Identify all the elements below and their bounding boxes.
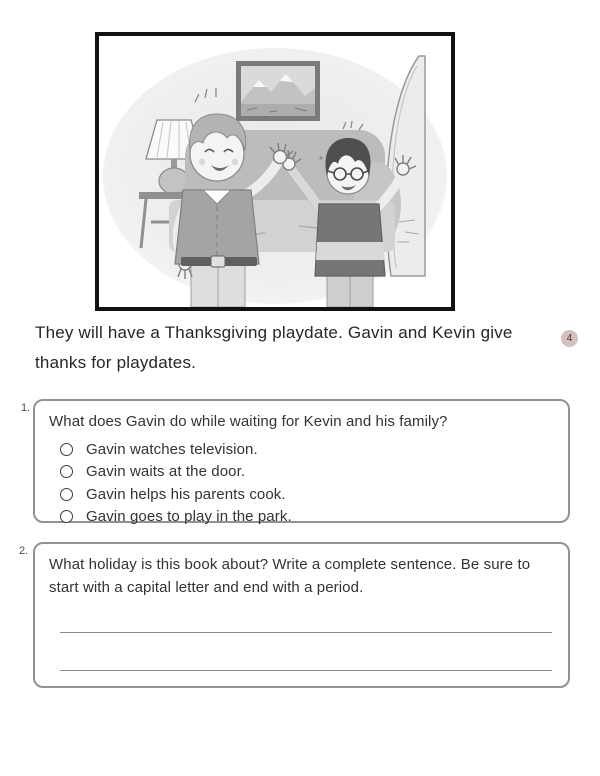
question-1-prompt: What does Gavin do while waiting for Kevin and his family?	[49, 413, 448, 430]
illustration-frame	[95, 32, 455, 311]
question-1-options	[60, 438, 554, 528]
option-1-label: Gavin watches television.	[86, 440, 258, 458]
radio-button-option-4[interactable]	[60, 510, 73, 523]
page-number-badge: 4	[561, 330, 578, 347]
radio-button-option-3[interactable]	[60, 488, 73, 501]
wall-picture	[236, 61, 320, 121]
answer-option-4	[60, 506, 554, 529]
question-2-prompt: What holiday is this book about? Write a complete sentence. Be sure to start with a capital letter and end with a period.	[49, 556, 531, 596]
answer-option-1	[60, 438, 554, 461]
passage-text: They will have a Thanksgiving playdate. Gavin and Kevin give thanks for playdates.	[35, 323, 513, 372]
question-2-box	[33, 542, 570, 688]
option-4-label: Gavin goes to play in the park.	[86, 508, 292, 526]
question-1-box	[33, 399, 570, 526]
answer-option-3	[60, 483, 554, 506]
radio-button-option-2[interactable]	[60, 465, 73, 478]
option-2-label: Gavin waits at the door.	[86, 463, 246, 481]
writing-line-1[interactable]	[60, 632, 552, 633]
writing-line-2[interactable]	[60, 670, 552, 671]
answer-option-2	[60, 461, 554, 484]
question-1-number: 1.	[21, 402, 31, 414]
option-3-label: Gavin helps his parents cook.	[86, 485, 286, 503]
question-2-number: 2.	[19, 545, 29, 557]
radio-button-option-1[interactable]	[60, 443, 73, 456]
illustration-two-boys-waving-living-room	[99, 36, 451, 307]
